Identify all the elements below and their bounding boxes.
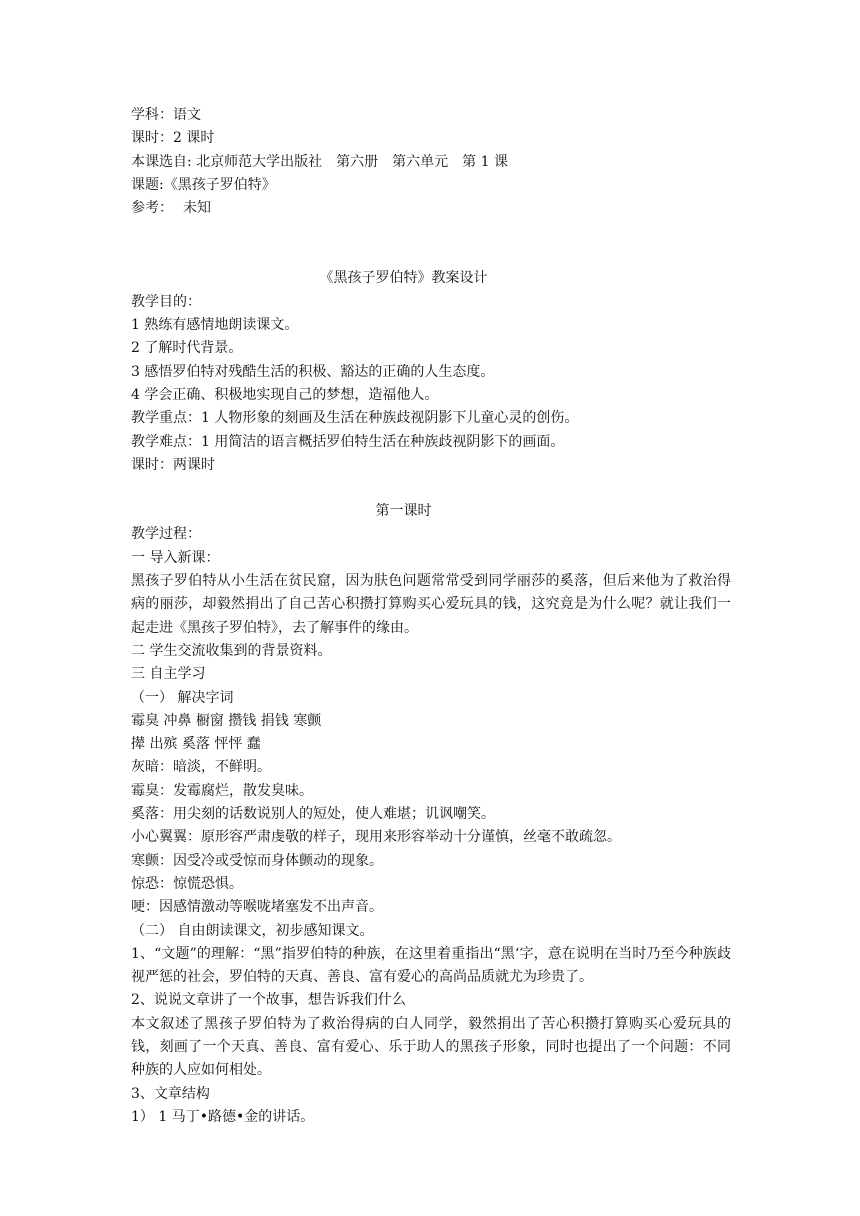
lesson1-title: 第一课时 <box>375 503 432 520</box>
sub1-heading: （一） 解决字词 <box>131 689 234 706</box>
sub2-heading: （二） 自由朗读课文，初步感知课文。 <box>131 922 374 939</box>
spacer <box>131 220 731 267</box>
source-line: 本课选自: 北京师范大学出版社 第六册 第六单元 第 1 课 <box>131 153 508 170</box>
objective-item: 1 熟练有感情地朗读课文。 <box>131 317 299 334</box>
hours-line: 课时：2 课时 <box>131 130 215 147</box>
key-point: 教学重点：1 人物形象的刻画及生活在种族歧视阴影下儿童心灵的创伤。 <box>131 410 579 427</box>
definition-item: 哽：因感情激动等喉咙堵塞发不出声音。 <box>131 899 383 916</box>
definition-item: 小心翼翼：原形容严肃虔敬的样子，现用来形容举动十分谨慎，丝毫不敢疏忽。 <box>131 829 621 846</box>
question1-paragraph: 1、“文题”的理解：“黑”指罗伯特的种族，在这里着重指出“黑‘字，意在说明在当时乃至今种族歧视严惩的社会，罗伯特的天真、善良、富有爱心的高尚品质就尤为珍贵了。 <box>131 945 731 986</box>
reference-label: 参考： <box>131 200 173 217</box>
question2-heading: 2、说说文章讲了一个故事，想告诉我们什么 <box>131 992 406 1009</box>
question2-paragraph: 本文叙述了黑孩子罗伯特为了救治得病的白人同学，毅然捐出了苦心积攒打算购买心爱玩具的钱，刻画了一个天真、善良、富有爱心、乐于助人的黑孩子形象，同时也提出了一个问题：不同种族的人应如何相处。 <box>131 1015 731 1079</box>
question3-heading: 3、文章结构 <box>131 1085 210 1102</box>
definition-item: 灰暗：暗淡，不鲜明。 <box>131 759 271 776</box>
intro-heading: 一 导入新课： <box>131 549 220 566</box>
objective-item: 4 学会正确、积极地实现自己的梦想，造福他人。 <box>131 386 439 403</box>
document-title: 《黑孩子罗伯特》教案设计 <box>319 270 488 287</box>
objective-item: 2 了解时代背景。 <box>131 340 243 357</box>
topic-line: 课题:《黑孩子罗伯特》 <box>131 176 276 193</box>
document-page <box>131 104 731 1129</box>
subject-line: 学科：语文 <box>131 107 201 123</box>
definition-item: 寒颤：因受冷或受惊而身体颤动的现象。 <box>131 852 383 869</box>
definition-item: 奚落：用尖刻的话数说别人的短处，使人难堪；讥讽嘲笑。 <box>131 806 495 823</box>
definition-item: 惊恐：惊慌恐惧。 <box>131 875 243 892</box>
step3-heading: 三 自主学习 <box>131 666 206 683</box>
difficulty: 教学难点：1 用简洁的语言概括罗伯特生活在种族歧视阴影下的画面。 <box>131 433 565 450</box>
objectives-heading: 教学目的： <box>131 293 201 310</box>
definition-item: 霉臭：发霉腐烂，散发臭味。 <box>131 782 313 799</box>
step2-heading: 二 学生交流收集到的背景资料。 <box>131 642 332 659</box>
words-row: 霉臭 冲鼻 橱窗 攒钱 捐钱 寒颤 <box>131 712 322 729</box>
words-row: 撵 出殡 奚落 怦怦 蠢 <box>131 736 261 753</box>
reference-line <box>131 197 731 220</box>
intro-paragraph: 黑孩子罗伯特从小生活在贫民窟，因为肤色问题常常受到同学丽莎的奚落，但后来他为了救治得病的丽莎，却毅然捐出了自己苦心积攒打算购买心爱玩具的钱，这究竟是为什么呢？就让我们一起走进《黑孩子罗伯特》，去了解事件的缘由。 <box>131 573 731 636</box>
spacer <box>131 477 731 500</box>
reference-value: 未知 <box>183 200 211 217</box>
periods: 课时：两课时 <box>131 456 215 473</box>
objective-item: 3 感悟罗伯特对残酷生活的积极、豁达的正确的人生态度。 <box>131 363 495 380</box>
process-heading: 教学过程： <box>131 526 201 543</box>
structure-item: 1） 1 马丁•路德•金的讲话。 <box>131 1108 315 1125</box>
